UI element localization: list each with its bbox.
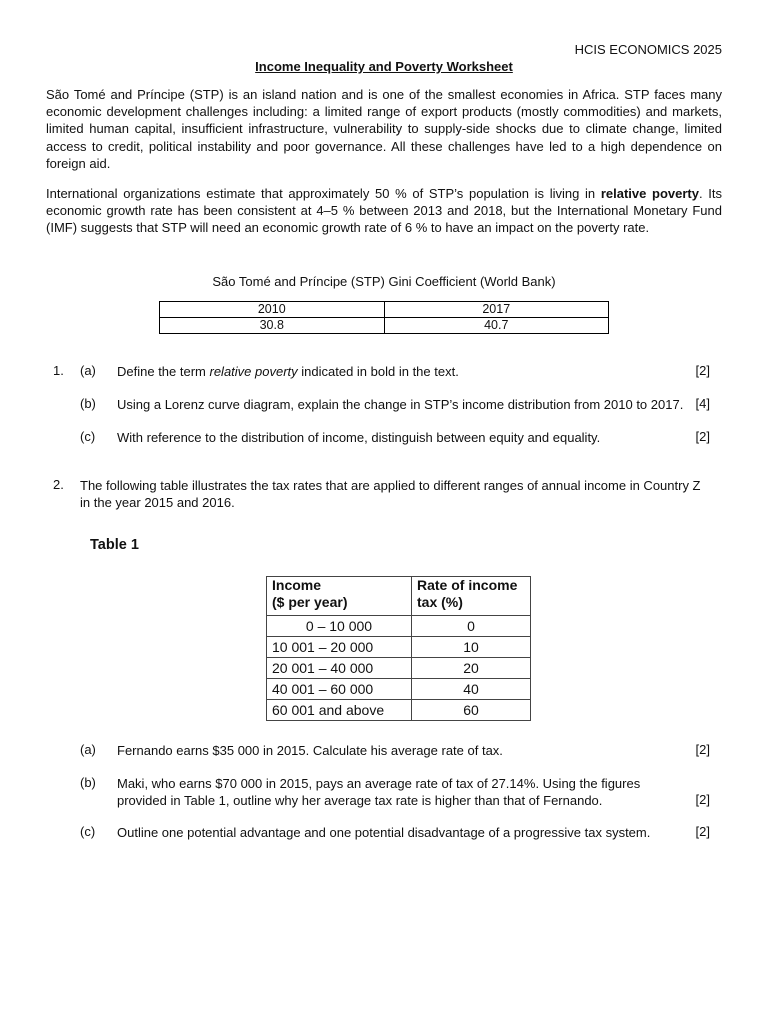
- income-cell: 60 001 and above: [267, 700, 412, 721]
- table-row: [267, 637, 531, 658]
- course-header: HCIS ECONOMICS 2025: [574, 42, 722, 57]
- q1-number: 1.: [53, 363, 64, 378]
- q1a-after: indicated in bold in the text.: [297, 364, 459, 379]
- q2b-text-line1: Maki, who earns $70 000 in 2015, pays an average rate of tax of 27.14%. Using the figures: [117, 776, 641, 791]
- table-row: [267, 658, 531, 679]
- income-header-line1: Income: [272, 577, 322, 593]
- rate-cell: 10: [412, 637, 531, 658]
- income-cell: 0 – 10 000: [267, 616, 412, 637]
- p2-bold-term: relative poverty: [600, 186, 699, 201]
- tax-table: [266, 576, 531, 721]
- q2c-letter: (c): [80, 824, 96, 839]
- rate-header-line2: tax (%): [417, 594, 463, 610]
- q2c-text: Outline one potential advantage and one potential disadvantage of a progressive tax system.: [117, 825, 651, 840]
- q1b-text: Using a Lorenz curve diagram, explain the change in STP’s income distribution from 2010 to 2017.: [117, 397, 684, 412]
- q1a-marks: [2]: [695, 363, 710, 378]
- rate-cell: 0: [412, 616, 531, 637]
- p2-text-before: International organizations estimate that approximately 50 % of STP’s population is living in: [46, 186, 601, 201]
- income-cell: 40 001 – 60 000: [267, 679, 412, 700]
- q2a-text: Fernando earns $35 000 in 2015. Calculate his average rate of tax.: [117, 743, 503, 758]
- q2a-marks: [2]: [695, 742, 710, 757]
- q2-number: 2.: [53, 477, 64, 492]
- q2b-text-line2: provided in Table 1, outline why her average tax rate is higher than that of Fernando.: [117, 793, 603, 808]
- table-row: [267, 616, 531, 637]
- gini-table: [159, 301, 609, 334]
- q1c-text: With reference to the distribution of income, distinguish between equity and equality.: [117, 430, 601, 445]
- gini-caption: São Tomé and Príncipe (STP) Gini Coefficient (World Bank): [212, 274, 556, 289]
- rate-cell: 60: [412, 700, 531, 721]
- q1c-letter: (c): [80, 429, 96, 444]
- q2-intro-line1: The following table illustrates the tax rates that are applied to different ranges of annual income in Country Z: [80, 478, 701, 493]
- q1a-before: Define the term: [117, 364, 210, 379]
- q2b-letter: (b): [80, 775, 96, 790]
- table-row: [267, 700, 531, 721]
- q2a-letter: (a): [80, 742, 96, 757]
- table-row: [267, 679, 531, 700]
- intro-paragraph-2: [46, 185, 722, 237]
- income-cell: 20 001 – 40 000: [267, 658, 412, 679]
- gini-value-row: [160, 318, 609, 334]
- p2-text-after: . Its economic growth rate has been consistent at 4–5 % between 2013 and 2018, but the International Monetary Fund (IMF) suggests that STP will need an economic growth rate of 6 % to have an impact on the poverty rate.: [46, 186, 722, 236]
- q1c-marks: [2]: [695, 429, 710, 444]
- q1a-text: [117, 363, 459, 380]
- q2c-marks: [2]: [695, 824, 710, 839]
- q2-intro-line2: in the year 2015 and 2016.: [80, 495, 235, 510]
- q2b-marks: [2]: [695, 792, 710, 807]
- gini-year-row: [160, 302, 609, 318]
- q1a-italic-term: relative poverty: [209, 364, 298, 379]
- gini-value-cell: 30.8: [160, 318, 385, 334]
- gini-year-cell: 2017: [384, 302, 609, 318]
- q1b-letter: (b): [80, 396, 96, 411]
- income-cell: 10 001 – 20 000: [267, 637, 412, 658]
- worksheet-title: Income Inequality and Poverty Worksheet: [255, 59, 513, 74]
- income-column-header: [267, 577, 412, 616]
- rate-cell: 40: [412, 679, 531, 700]
- intro-paragraph-1: São Tomé and Príncipe (STP) is an island nation and is one of the smallest economies in Africa. STP faces many economic development challenges including: a limited range of export products (mostly commodities) and markets, limited human capital, insufficient infrastructure, vulnerability to supply-side shocks due to climate change, limited access to credit, political instability and poor governance. All these challenges have led to a high dependence on foreign aid.: [46, 87, 722, 171]
- gini-value-cell: 40.7: [384, 318, 609, 334]
- gini-year-cell: 2010: [160, 302, 385, 318]
- rate-header-line1: Rate of income: [417, 577, 518, 593]
- table1-label: Table 1: [90, 537, 139, 553]
- q1b-marks: [4]: [695, 396, 710, 411]
- rate-column-header: [412, 577, 531, 616]
- income-header-line2: ($ per year): [272, 594, 348, 610]
- tax-table-header-row: [267, 577, 531, 616]
- rate-cell: 20: [412, 658, 531, 679]
- q1a-letter: (a): [80, 363, 96, 378]
